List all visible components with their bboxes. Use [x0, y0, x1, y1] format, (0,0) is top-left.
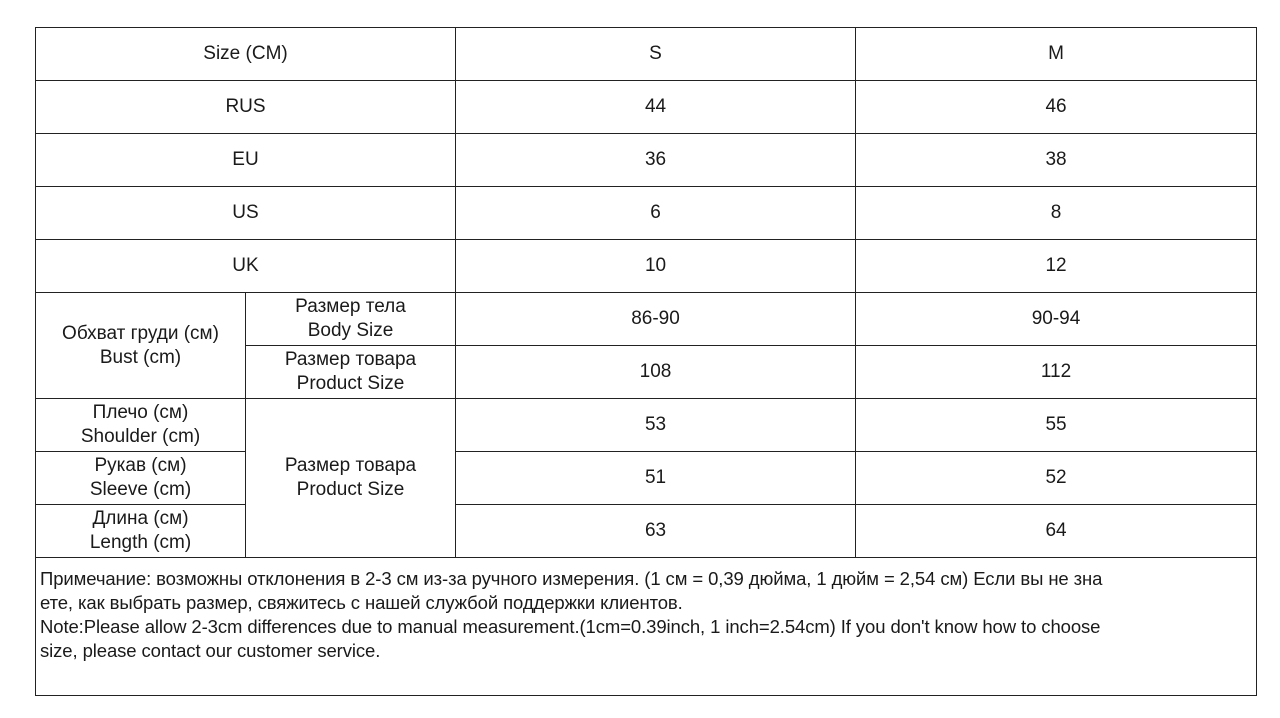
product-size-label-ru: Размер товара [284, 349, 417, 370]
table-row [36, 452, 1257, 505]
header-label: Size (CM) [36, 28, 456, 81]
bust-label [36, 293, 246, 399]
region-label: UK [36, 240, 456, 293]
note-ru-line2: ете, как выбрать размер, свяжитесь с нашей службой поддержки клиентов. [40, 592, 683, 613]
length-label-ru: Длина (см) [92, 508, 189, 529]
sleeve-label-ru: Рукав (см) [94, 455, 187, 476]
note-cell [36, 558, 1257, 696]
size-chart-table [35, 27, 1257, 696]
table-row [36, 240, 1257, 293]
body-size-label [246, 293, 456, 346]
size-value: 108 [456, 346, 856, 399]
shoulder-label-en: Shoulder (cm) [80, 426, 201, 447]
note-en-line1: Note:Please allow 2-3cm differences due to manual measurement.(1cm=0.39inch, 1 inch=2.54cm) If you don't know how to choose [40, 616, 1101, 637]
measurements-product-size-en: Product Size [296, 479, 405, 500]
table-row [36, 134, 1257, 187]
size-value: 10 [456, 240, 856, 293]
table-row [36, 399, 1257, 452]
size-value: 55 [856, 399, 1257, 452]
size-value: 12 [856, 240, 1257, 293]
measurements-product-size-label [246, 399, 456, 558]
bust-label-ru: Обхват груди (см) [62, 322, 219, 344]
size-s-header: S [456, 28, 856, 81]
product-size-label [246, 346, 456, 399]
size-m-header: M [856, 28, 1257, 81]
table-row [36, 505, 1257, 558]
measurements-product-size-ru: Размер товара [284, 455, 417, 476]
header-row [36, 28, 1257, 81]
size-value: 8 [856, 187, 1257, 240]
body-size-label-ru: Размер тела [295, 296, 406, 317]
sleeve-label [36, 452, 246, 505]
region-label: RUS [36, 81, 456, 134]
size-value: 38 [856, 134, 1257, 187]
size-value: 53 [456, 399, 856, 452]
table-row [36, 81, 1257, 134]
bust-label-en: Bust (cm) [99, 346, 182, 368]
table-row [36, 293, 1257, 346]
length-label [36, 505, 246, 558]
size-value: 52 [856, 452, 1257, 505]
size-value: 64 [856, 505, 1257, 558]
body-size-label-en: Body Size [307, 320, 394, 341]
note-row [36, 558, 1257, 696]
shoulder-label [36, 399, 246, 452]
shoulder-label-ru: Плечо (см) [92, 402, 189, 423]
table-row [36, 187, 1257, 240]
size-value: 6 [456, 187, 856, 240]
region-label: EU [36, 134, 456, 187]
sleeve-label-en: Sleeve (cm) [89, 479, 192, 500]
size-value: 90-94 [856, 293, 1257, 346]
size-value: 36 [456, 134, 856, 187]
size-value: 46 [856, 81, 1257, 134]
note-ru-line1: Примечание: возможны отклонения в 2-3 см из-за ручного измерения. (1 см = 0,39 дюйма, 1 дюйм = 2,54 см) Если вы не зна [40, 568, 1103, 589]
product-size-label-en: Product Size [296, 373, 405, 394]
size-value: 44 [456, 81, 856, 134]
note-en-line2: size, please contact our customer service. [40, 640, 381, 661]
length-label-en: Length (cm) [89, 532, 192, 553]
size-value: 63 [456, 505, 856, 558]
size-value: 86-90 [456, 293, 856, 346]
region-label: US [36, 187, 456, 240]
size-value: 51 [456, 452, 856, 505]
size-value: 112 [856, 346, 1257, 399]
